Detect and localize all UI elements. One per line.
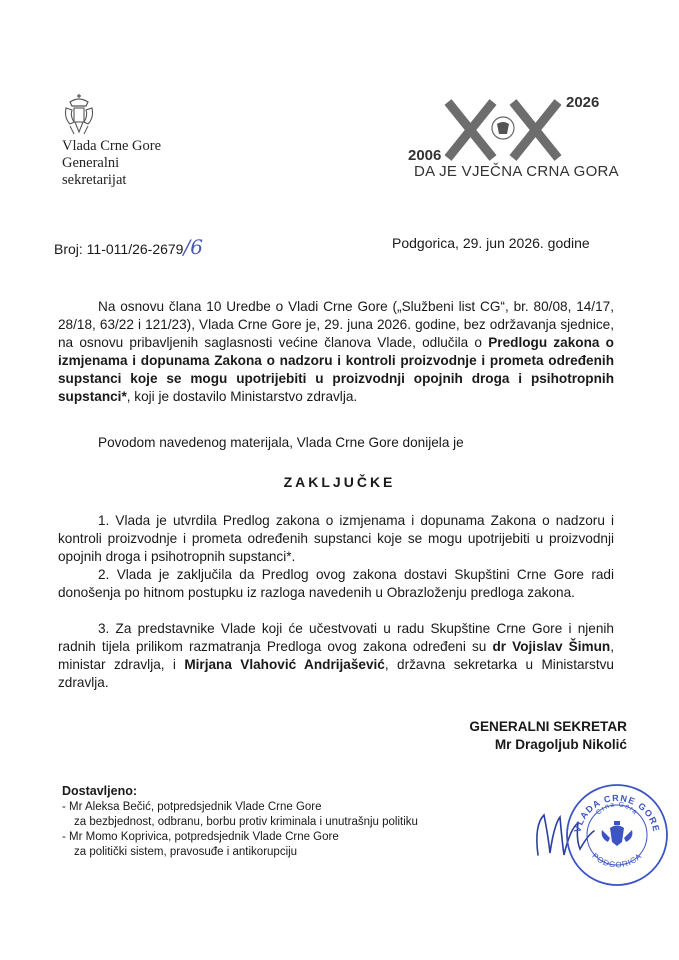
intro-bold-title: Predlogu zakona o izmjenama i dopunama Zakona o nadzoru i kontroli proizvodnje i prometa određenih supstanci koje se mogu upotrijebiti u proizvodnji opojnih droga i psihotropnih supstanci* [58, 335, 614, 404]
signature-block [0, 718, 627, 754]
org-line-3: sekretarijat [62, 172, 127, 188]
reference-number-text: Broj: 11-011/26-2679 [54, 241, 184, 257]
conclusion-1: 1. Vlada je utvrdila Predlog zakona o izmjenama i dopunama Zakona o nadzoru i kontroli proizvodnje i prometa određenih supstanci koje se mogu upotrijebiti u proizvodnji opojnih droga i psihotropnih supstanci*. [58, 513, 614, 564]
anniversary-year-end: 2026 [566, 94, 600, 111]
signature-title: GENERALNI SEKRETAR [469, 719, 627, 734]
povodom-paragraph: Povodom navedenog materijala, Vlada Crne Gore donijela je [98, 435, 464, 450]
signature-name: Mr Dragoljub Nikolić [494, 737, 627, 752]
montenegro-crest-icon [62, 92, 96, 136]
conclusions-heading: ZAKLJUČKE [283, 474, 396, 490]
distribution-item-1: - Mr Aleksa Bečić, potpredsjednik Vlade Crne Gore [62, 801, 322, 813]
anniversary-slogan: DA JE VJEČNA CRNA GORA [414, 163, 619, 180]
stamp-crest-icon [602, 821, 633, 846]
official-stamp [562, 780, 672, 890]
stamp-top-text: VLADA CRNE GORE [572, 792, 662, 834]
representative-1-name: dr Vojislav Šimun [492, 639, 611, 654]
conclusion-2: 2. Vlada je zaključila da Predlog ovog zakona dostavi Skupštini Crne Gore radi donošenja po hitnom postupku iz razloga navedenih u Obrazloženju predloga zakona. [58, 567, 614, 600]
conclusion-3-text-3: , državna sekretarka u Ministarstvu zdravlja. [58, 657, 614, 690]
intro-text-2: , koji je dostavilo Ministarstvo zdravlja. [126, 389, 358, 404]
representative-2-name: Mirjana Vlahović Andrijašević [184, 657, 385, 672]
conclusion-3-text-1: 3. Za predstavnike Vlade koji će učestvovati u radu Skupštine Crne Gore i njenih radnih tijela prilikom razmatranja Predloga ovog zakona određeni su [58, 621, 614, 654]
intro-paragraph [58, 298, 614, 406]
conclusion-3 [58, 620, 614, 692]
distribution-item-1-detail: za bezbjednost, odbranu, borbu protiv kriminala i unutrašnju politiku [74, 816, 418, 828]
organization-name [62, 138, 161, 189]
org-line-2: Generalni [62, 155, 120, 171]
distribution-item-2: - Mr Momo Koprivica, potpredsjednik Vlade Crne Gore [62, 831, 339, 843]
distribution-item-2-detail: za politički sistem, pravosuđe i antikorupciju [74, 846, 298, 858]
distribution-title: Dostavljeno: [62, 784, 138, 798]
intro-text-1: Na osnovu člana 10 Uredbe o Vladi Crne Gore („Službeni list CG“, br. 80/08, 14/17, 28/18, 63/22 i 121/23), Vlada Crne Gore je, 29. juna 2026. godine, bez održavanja sjednice, na osnovu pribavljenih saglasnosti većine članova Vlade, odlučila o [58, 299, 614, 350]
conclusion-3-text-2: , ministar zdravlja, i [58, 639, 614, 672]
place-date: Podgorica, 29. jun 2026. godine [392, 235, 590, 251]
distribution-list [62, 800, 418, 860]
reference-number [54, 235, 203, 259]
org-line-1: Vlada Crne Gore [62, 138, 162, 154]
svg-text:PODGORICA [590, 851, 643, 869]
handwritten-suffix: /6 [183, 235, 203, 259]
stamp-bottom-text: PODGORICA [590, 851, 644, 870]
stamp-small-text: Crna Gora [595, 801, 639, 817]
anniversary-year-start: 2006 [408, 147, 442, 164]
